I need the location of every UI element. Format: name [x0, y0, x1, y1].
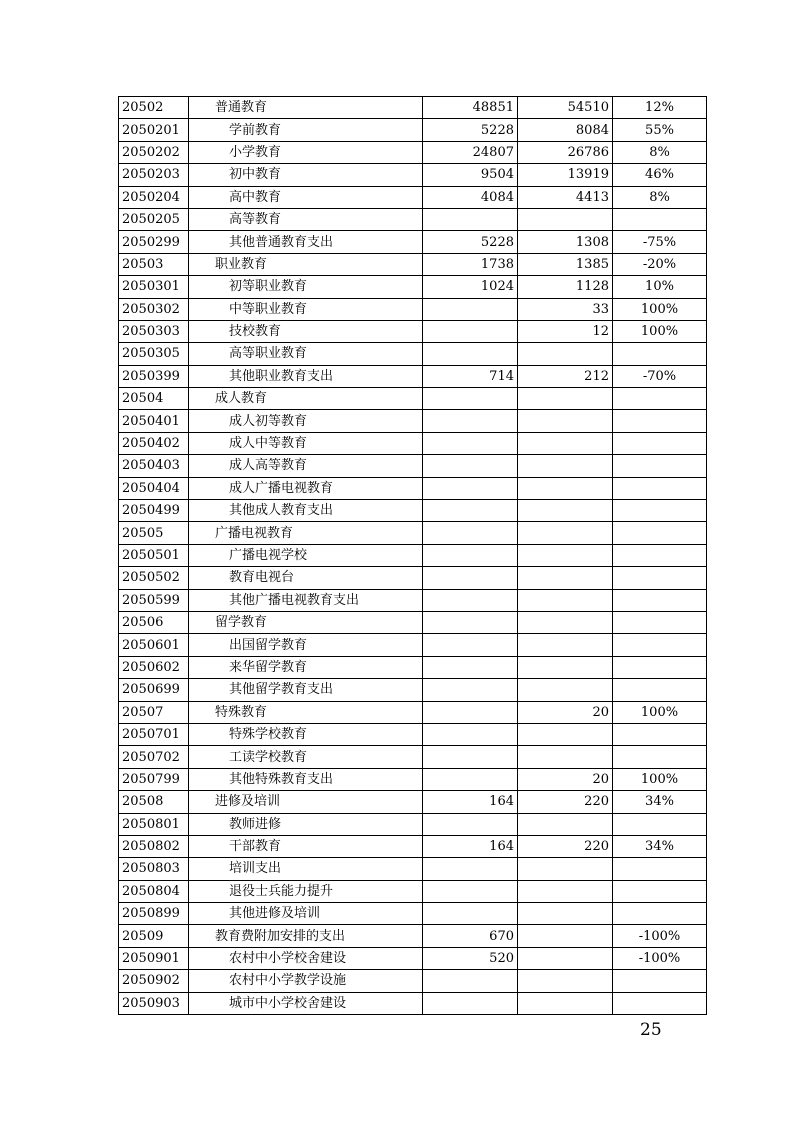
row-item-name: 小学教育	[189, 141, 423, 163]
row-change-percent: 8%	[613, 186, 707, 208]
table-row	[119, 208, 707, 230]
row-code: 2050901	[119, 947, 189, 969]
row-curr-amount	[518, 813, 613, 835]
row-item-name: 其他留学教育支出	[189, 679, 423, 701]
row-item-name: 成人初等教育	[189, 410, 423, 432]
row-prev-amount	[423, 544, 518, 566]
row-code: 2050799	[119, 768, 189, 790]
row-change-percent: 8%	[613, 141, 707, 163]
row-change-percent: -75%	[613, 231, 707, 253]
row-prev-amount: 5228	[423, 119, 518, 141]
row-prev-amount	[423, 746, 518, 768]
row-change-percent	[613, 477, 707, 499]
table-row	[119, 298, 707, 320]
row-change-percent	[613, 634, 707, 656]
table-row	[119, 567, 707, 589]
row-curr-amount: 8084	[518, 119, 613, 141]
row-code: 2050803	[119, 858, 189, 880]
table-row	[119, 477, 707, 499]
row-item-name: 农村中小学校舍建设	[189, 947, 423, 969]
row-code: 2050501	[119, 544, 189, 566]
table-row	[119, 611, 707, 633]
row-prev-amount	[423, 634, 518, 656]
row-change-percent: -100%	[613, 947, 707, 969]
row-prev-amount: 164	[423, 835, 518, 857]
row-curr-amount: 26786	[518, 141, 613, 163]
row-code: 20509	[119, 925, 189, 947]
row-curr-amount	[518, 544, 613, 566]
table-row	[119, 880, 707, 902]
table-row	[119, 925, 707, 947]
row-prev-amount	[423, 500, 518, 522]
row-item-name: 成人广播电视教育	[189, 477, 423, 499]
table-row	[119, 97, 707, 119]
table-row	[119, 432, 707, 454]
table-row	[119, 992, 707, 1014]
row-change-percent: 12%	[613, 97, 707, 119]
row-code: 2050802	[119, 835, 189, 857]
row-change-percent: 34%	[613, 791, 707, 813]
row-code: 2050599	[119, 589, 189, 611]
row-code: 2050401	[119, 410, 189, 432]
row-item-name: 特殊学校教育	[189, 723, 423, 745]
row-change-percent: -70%	[613, 365, 707, 387]
row-item-name: 初等职业教育	[189, 276, 423, 298]
row-code: 20507	[119, 701, 189, 723]
row-prev-amount	[423, 679, 518, 701]
row-change-percent	[613, 522, 707, 544]
row-prev-amount	[423, 880, 518, 902]
row-item-name: 其他进修及培训	[189, 903, 423, 925]
row-prev-amount	[423, 567, 518, 589]
row-prev-amount	[423, 589, 518, 611]
row-item-name: 技校教育	[189, 320, 423, 342]
row-change-percent	[613, 723, 707, 745]
row-prev-amount	[423, 388, 518, 410]
row-change-percent: -100%	[613, 925, 707, 947]
row-prev-amount	[423, 723, 518, 745]
row-curr-amount	[518, 970, 613, 992]
table-row	[119, 544, 707, 566]
table-row	[119, 276, 707, 298]
row-change-percent: 34%	[613, 835, 707, 857]
row-change-percent	[613, 992, 707, 1014]
table-row	[119, 858, 707, 880]
row-item-name: 高等职业教育	[189, 343, 423, 365]
row-prev-amount	[423, 432, 518, 454]
row-code: 20504	[119, 388, 189, 410]
row-prev-amount: 1024	[423, 276, 518, 298]
table-row	[119, 768, 707, 790]
row-code: 2050205	[119, 208, 189, 230]
row-curr-amount: 54510	[518, 97, 613, 119]
row-item-name: 进修及培训	[189, 791, 423, 813]
row-code: 2050203	[119, 164, 189, 186]
row-code: 2050702	[119, 746, 189, 768]
row-change-percent: 46%	[613, 164, 707, 186]
row-curr-amount	[518, 679, 613, 701]
row-change-percent	[613, 903, 707, 925]
table-row	[119, 343, 707, 365]
table-row	[119, 947, 707, 969]
row-change-percent: 100%	[613, 298, 707, 320]
row-prev-amount	[423, 656, 518, 678]
row-code: 20505	[119, 522, 189, 544]
table-row	[119, 634, 707, 656]
row-item-name: 高中教育	[189, 186, 423, 208]
row-code: 2050201	[119, 119, 189, 141]
row-item-name: 其他成人教育支出	[189, 500, 423, 522]
row-curr-amount	[518, 611, 613, 633]
row-change-percent	[613, 432, 707, 454]
row-code: 2050299	[119, 231, 189, 253]
row-code: 2050301	[119, 276, 189, 298]
row-item-name: 普通教育	[189, 97, 423, 119]
row-item-name: 其他特殊教育支出	[189, 768, 423, 790]
row-change-percent	[613, 746, 707, 768]
table-row	[119, 455, 707, 477]
table-row	[119, 835, 707, 857]
row-prev-amount	[423, 858, 518, 880]
row-prev-amount: 24807	[423, 141, 518, 163]
row-item-name: 教育费附加安排的支出	[189, 925, 423, 947]
row-code: 2050601	[119, 634, 189, 656]
table-row	[119, 388, 707, 410]
row-code: 2050403	[119, 455, 189, 477]
row-change-percent	[613, 880, 707, 902]
row-change-percent: -20%	[613, 253, 707, 275]
row-prev-amount	[423, 813, 518, 835]
row-curr-amount	[518, 477, 613, 499]
row-prev-amount: 5228	[423, 231, 518, 253]
row-curr-amount	[518, 343, 613, 365]
row-prev-amount: 9504	[423, 164, 518, 186]
row-prev-amount	[423, 477, 518, 499]
row-code: 2050499	[119, 500, 189, 522]
row-item-name: 城市中小学校舍建设	[189, 992, 423, 1014]
row-curr-amount	[518, 589, 613, 611]
row-item-name: 学前教育	[189, 119, 423, 141]
row-code: 20502	[119, 97, 189, 119]
row-item-name: 中等职业教育	[189, 298, 423, 320]
row-change-percent	[613, 388, 707, 410]
row-change-percent: 100%	[613, 320, 707, 342]
row-item-name: 留学教育	[189, 611, 423, 633]
row-item-name: 教育电视台	[189, 567, 423, 589]
row-item-name: 教师进修	[189, 813, 423, 835]
row-item-name: 培训支出	[189, 858, 423, 880]
row-change-percent	[613, 813, 707, 835]
row-prev-amount	[423, 522, 518, 544]
row-code: 20508	[119, 791, 189, 813]
row-curr-amount	[518, 388, 613, 410]
row-change-percent: 100%	[613, 768, 707, 790]
row-item-name: 初中教育	[189, 164, 423, 186]
row-change-percent	[613, 208, 707, 230]
row-curr-amount: 220	[518, 791, 613, 813]
row-item-name: 高等教育	[189, 208, 423, 230]
row-code: 2050903	[119, 992, 189, 1014]
table-row	[119, 141, 707, 163]
row-curr-amount	[518, 208, 613, 230]
row-curr-amount	[518, 723, 613, 745]
row-change-percent	[613, 970, 707, 992]
table-row	[119, 589, 707, 611]
budget-table-body	[119, 97, 707, 1015]
row-code: 2050804	[119, 880, 189, 902]
table-row	[119, 253, 707, 275]
row-change-percent: 100%	[613, 701, 707, 723]
row-code: 2050302	[119, 298, 189, 320]
row-curr-amount	[518, 567, 613, 589]
row-curr-amount	[518, 522, 613, 544]
row-code: 20503	[119, 253, 189, 275]
row-curr-amount: 20	[518, 768, 613, 790]
row-code: 2050699	[119, 679, 189, 701]
row-item-name: 出国留学教育	[189, 634, 423, 656]
row-prev-amount	[423, 298, 518, 320]
row-item-name: 成人中等教育	[189, 432, 423, 454]
row-code: 20506	[119, 611, 189, 633]
row-curr-amount	[518, 858, 613, 880]
row-code: 2050402	[119, 432, 189, 454]
row-item-name: 其他普通教育支出	[189, 231, 423, 253]
row-prev-amount: 4084	[423, 186, 518, 208]
table-row	[119, 231, 707, 253]
row-code: 2050202	[119, 141, 189, 163]
row-prev-amount	[423, 343, 518, 365]
row-prev-amount	[423, 455, 518, 477]
table-row	[119, 410, 707, 432]
row-change-percent	[613, 544, 707, 566]
row-curr-amount: 12	[518, 320, 613, 342]
row-prev-amount: 520	[423, 947, 518, 969]
row-prev-amount	[423, 208, 518, 230]
row-curr-amount: 220	[518, 835, 613, 857]
row-item-name: 职业教育	[189, 253, 423, 275]
row-item-name: 干部教育	[189, 835, 423, 857]
row-curr-amount: 20	[518, 701, 613, 723]
row-item-name: 广播电视教育	[189, 522, 423, 544]
row-curr-amount	[518, 947, 613, 969]
row-change-percent: 10%	[613, 276, 707, 298]
table-row	[119, 500, 707, 522]
row-code: 2050801	[119, 813, 189, 835]
row-curr-amount	[518, 455, 613, 477]
table-row	[119, 723, 707, 745]
row-curr-amount	[518, 634, 613, 656]
table-row	[119, 320, 707, 342]
table-row	[119, 522, 707, 544]
row-curr-amount: 1308	[518, 231, 613, 253]
row-curr-amount	[518, 410, 613, 432]
table-row	[119, 656, 707, 678]
row-change-percent	[613, 455, 707, 477]
row-curr-amount	[518, 432, 613, 454]
row-change-percent	[613, 589, 707, 611]
table-row	[119, 813, 707, 835]
row-prev-amount	[423, 768, 518, 790]
row-code: 2050602	[119, 656, 189, 678]
table-row	[119, 903, 707, 925]
row-change-percent	[613, 343, 707, 365]
row-curr-amount	[518, 746, 613, 768]
row-prev-amount: 1738	[423, 253, 518, 275]
row-item-name: 特殊教育	[189, 701, 423, 723]
row-prev-amount: 670	[423, 925, 518, 947]
table-row	[119, 701, 707, 723]
row-item-name: 其他职业教育支出	[189, 365, 423, 387]
row-item-name: 退役士兵能力提升	[189, 880, 423, 902]
row-prev-amount	[423, 320, 518, 342]
row-item-name: 成人教育	[189, 388, 423, 410]
row-code: 2050303	[119, 320, 189, 342]
budget-table	[118, 96, 707, 1015]
table-row	[119, 679, 707, 701]
row-prev-amount: 48851	[423, 97, 518, 119]
row-curr-amount	[518, 656, 613, 678]
row-code: 2050502	[119, 567, 189, 589]
row-code: 2050404	[119, 477, 189, 499]
row-item-name: 农村中小学教学设施	[189, 970, 423, 992]
row-item-name: 工读学校教育	[189, 746, 423, 768]
row-prev-amount	[423, 970, 518, 992]
row-change-percent	[613, 567, 707, 589]
row-curr-amount: 212	[518, 365, 613, 387]
table-row	[119, 746, 707, 768]
row-prev-amount	[423, 701, 518, 723]
table-row	[119, 119, 707, 141]
row-change-percent	[613, 410, 707, 432]
row-curr-amount	[518, 992, 613, 1014]
row-curr-amount: 4413	[518, 186, 613, 208]
row-code: 2050305	[119, 343, 189, 365]
row-item-name: 成人高等教育	[189, 455, 423, 477]
table-row	[119, 791, 707, 813]
row-prev-amount	[423, 410, 518, 432]
row-curr-amount: 1385	[518, 253, 613, 275]
row-change-percent	[613, 679, 707, 701]
row-change-percent	[613, 858, 707, 880]
row-curr-amount: 1128	[518, 276, 613, 298]
row-curr-amount: 13919	[518, 164, 613, 186]
table-row	[119, 164, 707, 186]
row-curr-amount: 33	[518, 298, 613, 320]
row-item-name: 广播电视学校	[189, 544, 423, 566]
page-number: 25	[640, 1020, 662, 1040]
row-item-name: 其他广播电视教育支出	[189, 589, 423, 611]
table-row	[119, 365, 707, 387]
row-prev-amount: 164	[423, 791, 518, 813]
row-prev-amount	[423, 903, 518, 925]
row-code: 2050204	[119, 186, 189, 208]
row-curr-amount	[518, 880, 613, 902]
row-code: 2050399	[119, 365, 189, 387]
row-curr-amount	[518, 500, 613, 522]
row-prev-amount	[423, 992, 518, 1014]
row-prev-amount: 714	[423, 365, 518, 387]
row-change-percent	[613, 611, 707, 633]
row-item-name: 来华留学教育	[189, 656, 423, 678]
row-curr-amount	[518, 925, 613, 947]
row-change-percent	[613, 656, 707, 678]
row-code: 2050701	[119, 723, 189, 745]
row-change-percent: 55%	[613, 119, 707, 141]
row-code: 2050902	[119, 970, 189, 992]
row-prev-amount	[423, 611, 518, 633]
table-row	[119, 970, 707, 992]
table-row	[119, 186, 707, 208]
row-change-percent	[613, 500, 707, 522]
row-curr-amount	[518, 903, 613, 925]
row-code: 2050899	[119, 903, 189, 925]
